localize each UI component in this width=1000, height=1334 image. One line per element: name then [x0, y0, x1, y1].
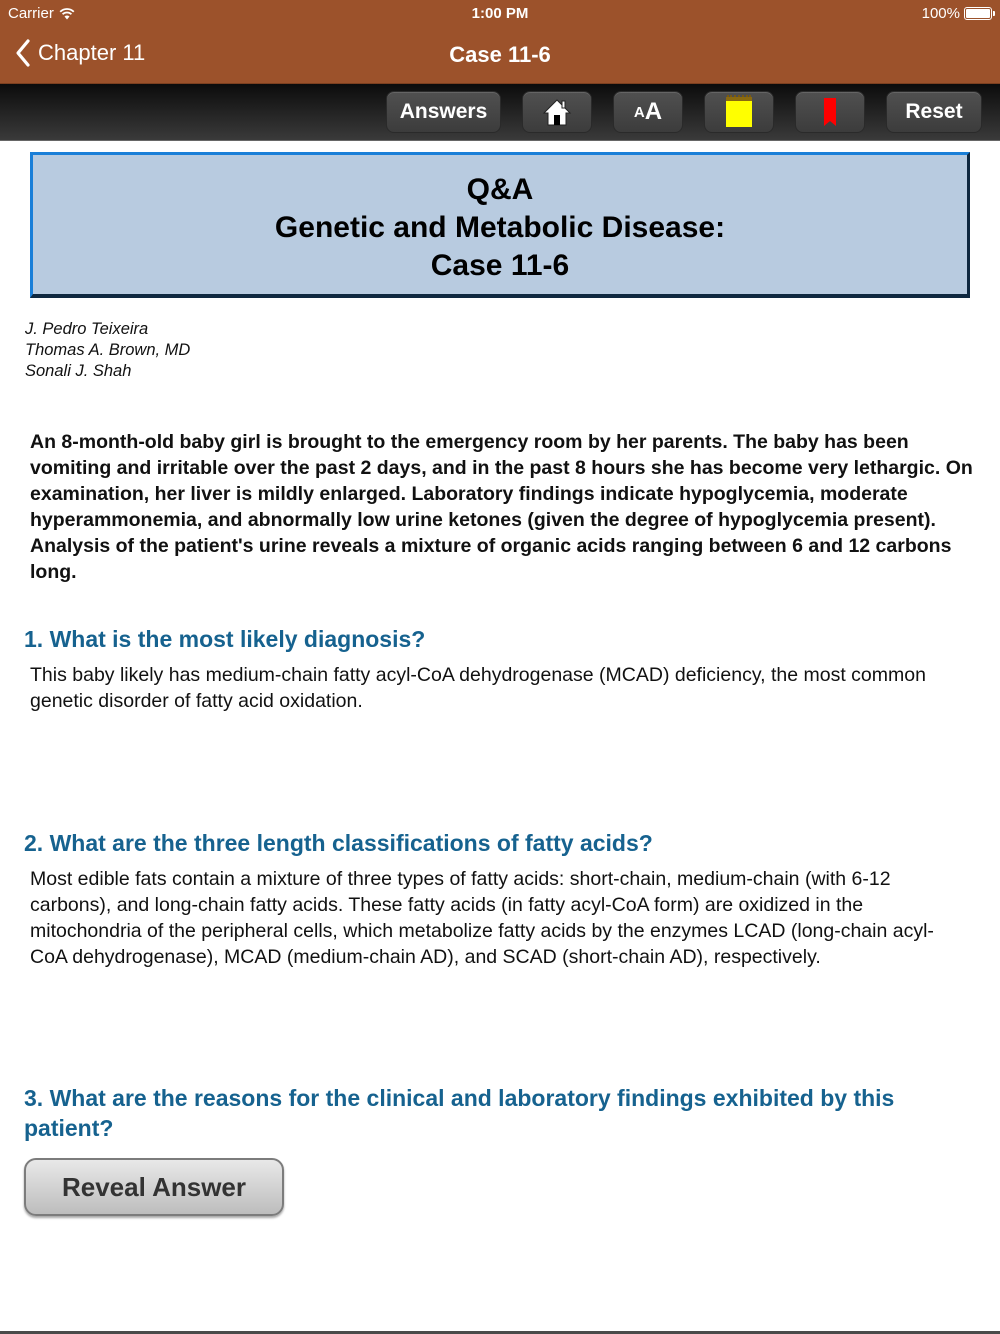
notes-button[interactable]: [704, 91, 774, 133]
status-bar: [0, 5, 1000, 23]
back-button[interactable]: [14, 38, 145, 68]
question-3: 3. What are the reasons for the clinical and laboratory findings exhibited by this patient?: [24, 1085, 895, 1141]
notepad-icon: [726, 97, 752, 127]
case-description: An 8-month-old baby girl is brought to the emergency room by her parents. The baby has been vomiting and irritable over the past 2 days, and in the past 8 hours she has become very lethargic. On examination, her liver is mildly enlarged. Laboratory findings indicate hypoglycemia, moderate hyperammonemia, and abnormally low urine ketones (given the degree of hypoglycemia present). Analysis of the patient's urine reveals a mixture of organic acids ranging between 6 and 12 carbons long.: [30, 431, 973, 583]
question-1: 1. What is the most likely diagnosis?: [24, 626, 426, 652]
header-line-topic: Genetic and Metabolic Disease:: [274, 211, 726, 244]
font-size-small-glyph: A: [633, 103, 645, 121]
author: Thomas A. Brown, MD: [25, 341, 191, 359]
header-line-qa: Q&A: [466, 173, 534, 206]
answer-2: Most edible fats contain a mixture of three types of fatty acids: short-chain, medium-chain (with 6-12 carbons), and long-chain fatty acids. These fatty acids (in fatty acyl-CoA form) are oxidized in the mitochondria of the peripheral cells, which metabolize fatty acids by the enzymes LCAD (long-chain acyl-CoA dehydrogenase), MCAD (medium-chain AD), and SCAD (short-chain AD), respectively.: [30, 868, 934, 968]
battery-percent: 100%: [921, 5, 960, 22]
header-line-case: Case 11-6: [430, 249, 570, 282]
battery-icon: [964, 7, 992, 20]
home-icon: [542, 97, 572, 127]
reset-button[interactable]: Reset: [886, 91, 982, 133]
question-2: 2. What are the three length classifications of fatty acids?: [24, 830, 653, 856]
case-header-box: [30, 152, 970, 298]
status-time: 1:00 PM: [471, 5, 529, 22]
chevron-left-icon: [14, 38, 32, 68]
battery-indicator: [922, 5, 992, 22]
navigation-bar: [0, 0, 1000, 84]
page-title: Case 11-6: [449, 42, 551, 67]
author: Sonali J. Shah: [25, 362, 132, 380]
font-size-button[interactable]: [613, 91, 683, 133]
author: J. Pedro Teixeira: [25, 320, 149, 338]
author-list: [25, 319, 190, 382]
nav-row: [0, 38, 1000, 74]
answer-1: This baby likely has medium-chain fatty acyl-CoA dehydrogenase (MCAD) deficiency, the most common genetic disorder of fatty acid oxidation.: [30, 664, 926, 712]
font-size-big-glyph: A: [644, 98, 663, 125]
home-button[interactable]: [522, 91, 592, 133]
back-label: Chapter 11: [38, 40, 146, 65]
answers-button[interactable]: Answers: [386, 91, 501, 133]
carrier-label: Carrier: [8, 5, 54, 22]
reveal-answer-button[interactable]: Reveal Answer: [24, 1158, 284, 1216]
bookmark-icon: [824, 98, 836, 126]
bookmark-button[interactable]: [795, 91, 865, 133]
toolbar: [0, 84, 1000, 141]
